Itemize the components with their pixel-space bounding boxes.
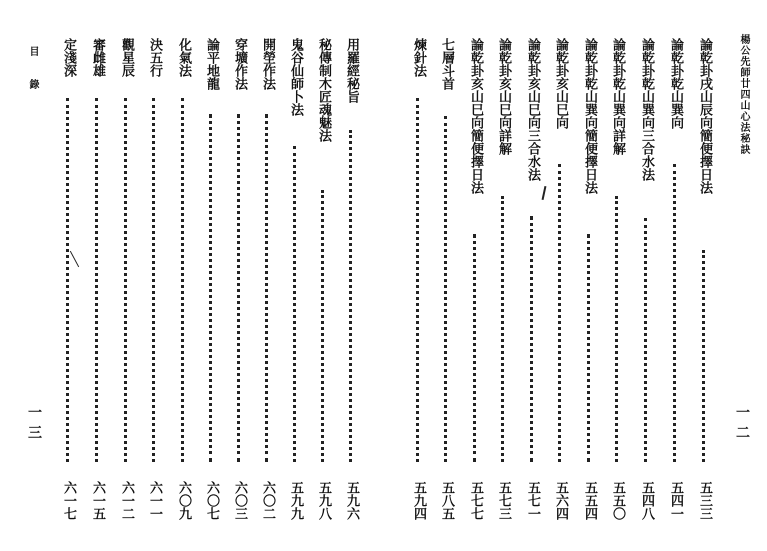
leader-dots bbox=[416, 98, 419, 462]
toc-entry-title: 論乾卦亥山巳向簡便擇日法 bbox=[468, 38, 483, 194]
toc-entry-page: 五九六 bbox=[344, 481, 359, 520]
toc-entry-page: 五四八 bbox=[639, 481, 654, 520]
leader-dots bbox=[124, 98, 127, 462]
toc-entry-title: 秘傳制木匠魂魅法 bbox=[316, 38, 331, 142]
toc-entry-page: 六一五 bbox=[90, 481, 105, 520]
leader-dots bbox=[587, 234, 590, 462]
toc-entry-page: 六一二 bbox=[119, 481, 134, 520]
toc-entry bbox=[581, 38, 597, 520]
scan-mark bbox=[542, 186, 547, 200]
toc-entry-title: 化氣法 bbox=[176, 38, 191, 77]
toc-entry-title: 用羅經秘旨 bbox=[344, 38, 359, 103]
toc-entry bbox=[552, 38, 568, 520]
toc-entry-page: 五九八 bbox=[316, 481, 331, 520]
toc-entry bbox=[495, 38, 511, 520]
toc-entry-page: 五六四 bbox=[553, 481, 568, 520]
toc-entry-title: 決五行 bbox=[147, 38, 162, 77]
leader-dots bbox=[181, 98, 184, 462]
toc-entry bbox=[609, 38, 625, 520]
toc-entry bbox=[467, 38, 483, 520]
toc-entry-title: 論乾卦戌山辰向簡便擇日法 bbox=[697, 38, 712, 194]
toc-entry-page: 五九四 bbox=[411, 481, 426, 520]
toc-entry bbox=[410, 38, 426, 520]
leader-dots bbox=[349, 130, 352, 462]
leader-dots bbox=[237, 114, 240, 462]
leader-dots bbox=[673, 164, 676, 462]
toc-entry-title: 開塋作法 bbox=[260, 38, 275, 90]
toc-entry bbox=[696, 38, 712, 520]
toc-entry-page: 六一一 bbox=[147, 481, 162, 520]
toc-entry-title: 觀星辰 bbox=[119, 38, 134, 77]
toc-entry-title: 論乾卦乾山巽向詳解 bbox=[610, 38, 625, 155]
leader-dots bbox=[321, 190, 324, 462]
toc-entry bbox=[259, 38, 275, 520]
toc-entry-title: 論乾卦亥山巳向三合水法 bbox=[525, 38, 540, 181]
toc-entry-page: 五五四 bbox=[582, 481, 597, 520]
page-number-right: 一二 bbox=[734, 405, 750, 445]
book-title-header: 楊公先師廿四山心法秘訣 bbox=[738, 34, 749, 155]
toc-entry bbox=[343, 38, 359, 520]
toc-entry bbox=[175, 38, 191, 520]
toc-entry-page: 五九九 bbox=[288, 481, 303, 520]
toc-entry bbox=[60, 38, 76, 520]
leader-dots bbox=[501, 196, 504, 462]
toc-entry-page: 五七七 bbox=[468, 481, 483, 520]
section-title-header: 目 錄 bbox=[27, 46, 38, 95]
toc-entry bbox=[146, 38, 162, 520]
toc-entry-title: 審雌雄 bbox=[90, 38, 105, 77]
leader-dots bbox=[66, 98, 69, 462]
toc-entry-page: 六〇三 bbox=[232, 481, 247, 520]
leader-dots bbox=[444, 116, 447, 462]
toc-entry-page: 五八五 bbox=[439, 481, 454, 520]
toc-entry bbox=[438, 38, 454, 520]
toc-entry-title: 論乾卦亥山巳向詳解 bbox=[496, 38, 511, 155]
toc-entry-page: 五三三 bbox=[697, 481, 712, 520]
leader-dots bbox=[265, 114, 268, 462]
page-number-left: 一三 bbox=[26, 405, 42, 445]
toc-entry-title: 論乾卦乾山巽向簡便擇日法 bbox=[582, 38, 597, 194]
toc-entry bbox=[524, 38, 540, 520]
toc-entry-page: 五七一 bbox=[525, 481, 540, 520]
toc-entry bbox=[203, 38, 219, 520]
toc-entry bbox=[89, 38, 105, 520]
toc-entry bbox=[638, 38, 654, 520]
toc-entry-title: 論乾卦亥山巳向 bbox=[553, 38, 568, 129]
toc-entry-page: 五四一 bbox=[668, 481, 683, 520]
leader-dots bbox=[702, 250, 705, 462]
toc-entry bbox=[287, 38, 303, 520]
leader-dots bbox=[209, 114, 212, 462]
toc-entry bbox=[315, 38, 331, 520]
toc-entry-title: 煉針法 bbox=[411, 38, 426, 77]
toc-entry bbox=[231, 38, 247, 520]
toc-entry bbox=[667, 38, 683, 520]
toc-entry-title: 七層斗首 bbox=[439, 38, 454, 90]
toc-entry-title: 鬼谷仙師卜法 bbox=[288, 38, 303, 116]
toc-entry-page: 六一七 bbox=[61, 481, 76, 520]
toc-entry-title: 論乾卦乾山巽向三合水法 bbox=[639, 38, 654, 181]
leader-dots bbox=[530, 216, 533, 462]
toc-entry-title: 論平地龍 bbox=[204, 38, 219, 90]
toc-entry-page: 五七三 bbox=[496, 481, 511, 520]
toc-entry-page: 六〇七 bbox=[204, 481, 219, 520]
toc-entry-title: 定淺深 bbox=[61, 38, 76, 77]
toc-entry-page: 六〇二 bbox=[260, 481, 275, 520]
toc-entry-title: 論乾卦乾山巽向 bbox=[668, 38, 683, 129]
leader-dots bbox=[644, 218, 647, 462]
leader-dots bbox=[293, 146, 296, 462]
toc-entry-page: 五五〇 bbox=[610, 481, 625, 520]
leader-dots bbox=[95, 98, 98, 462]
toc-entry bbox=[118, 38, 134, 520]
leader-dots bbox=[558, 164, 561, 462]
leader-dots bbox=[473, 234, 476, 462]
toc-entry-page: 六〇九 bbox=[176, 481, 191, 520]
leader-dots bbox=[152, 98, 155, 462]
toc-entry-title: 穿壙作法 bbox=[232, 38, 247, 90]
leader-dots bbox=[615, 196, 618, 462]
